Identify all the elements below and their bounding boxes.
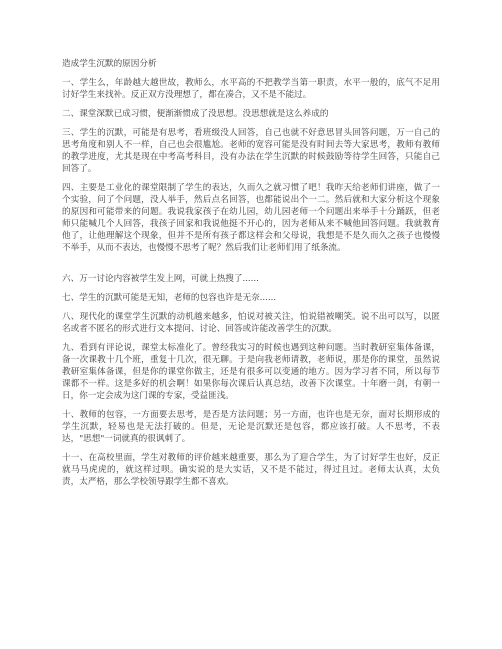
paragraph-9: 九、看到有评论说，课堂太标准化了。曾经我实习的时候也遇到这种问题。当时教研室集体备课，备一次课教十几个班，重复十几次，很无聊。于是向我老师请教，老师说，那是你的课堂，虽然说教研室集体备课，但是你的课堂你做主，还是有很多可以变通的地方。因为学习者不同，所以每节课都不一样。这是多好的机会啊！如果你每次课后认真总结，改善下次课堂。十年磨一剑，有朝一日，你一定会成为这门课的专家，受益匪浅。 <box>62 343 440 401</box>
paragraph-spacer <box>62 261 440 273</box>
paragraph-7: 七、学生的沉默可能是无知，老师的包容也许是无奈...... <box>62 293 277 303</box>
paragraph-10: 十、教师的包容，一方面要去思考，是否是方法问题；另一方面，也许也是无奈，面对长期形成的学生沉默，轻易也是无法打破的。但是，无论是沉默还是包容，都应该打破。人不思考，不表达，"思想"一词就真的很讽刺了。 <box>62 410 440 444</box>
paragraph-4: 四、主要是工业化的课堂限制了学生的表达，久而久之就习惯了吧！我昨天给老师们讲座，做了一个实验，问了个问题，没人举手，然后点名回答，也都能说出个一二。然后就和大家分析这个现象的原因和可能带来的问题。我说我家孩子在幼儿园，幼儿园老师一个问题出来举手十分踊跃，但老师只能喊几个人回答，我孩子回家和我说他挺不开心的，因为老师从来不喊他回答问题。我就教育他了，让他理解这个现象，但并不是所有孩子都这样会和父母说，我想是不是久而久之孩子也慢慢不举手，从而不表达，也慢慢不思考了呢？然后我们让老师们用了纸条流。 <box>62 183 440 253</box>
document-page <box>62 58 440 495</box>
paragraph-11: 十一、在高校里面，学生对教师的评价越来越重要，那么为了迎合学生，为了讨好学生也好，反正就马马虎虎的，就这样过呗。确实说的是大实话，又不是不能过，得过且过。老师太认真，太负责，太严格，那么学校领导跟学生都不喜欢。 <box>62 453 440 487</box>
paragraph-1: 一、学生么，年龄越大越世故，教师么，水平高的不把教学当第一职责，水平一般的，底气不足用讨好学生来找补。反正双方没理想了，都在凑合，又不是不能过。 <box>62 78 440 100</box>
paragraph-3: 三、学生的沉默，可能是有思考，看班级没人回答，自己也就不好意思冒头回答问题，万一自己的思考角度和别人不一样，自己也会很尴尬。老师的宽容可能是没有时间去等大家思考，教师有教师的教学进度，尤其是现在中考高考科目，没有办法在学生沉默的时候鼓励等待学生回答，只能自己回答了。 <box>62 128 440 174</box>
paragraph-6: 六、万一讨论内容被学生发上网，可就上热搜了...... <box>62 274 259 284</box>
document-title: 造成学生沉默的原因分析 <box>62 59 157 69</box>
paragraph-2: 二、课堂深默已成习惯，便渐渐惯成了没思想。没思想就是这么养成的 <box>62 109 329 119</box>
paragraph-8: 八、现代化的课堂学生沉默的动机越来越多，怕说对被关注，怕说错被嘲笑。说不出可以写，以匿名或者不匿名的形式进行文本提问、讨论、回答或许能改善学生的沉默。 <box>62 312 440 334</box>
